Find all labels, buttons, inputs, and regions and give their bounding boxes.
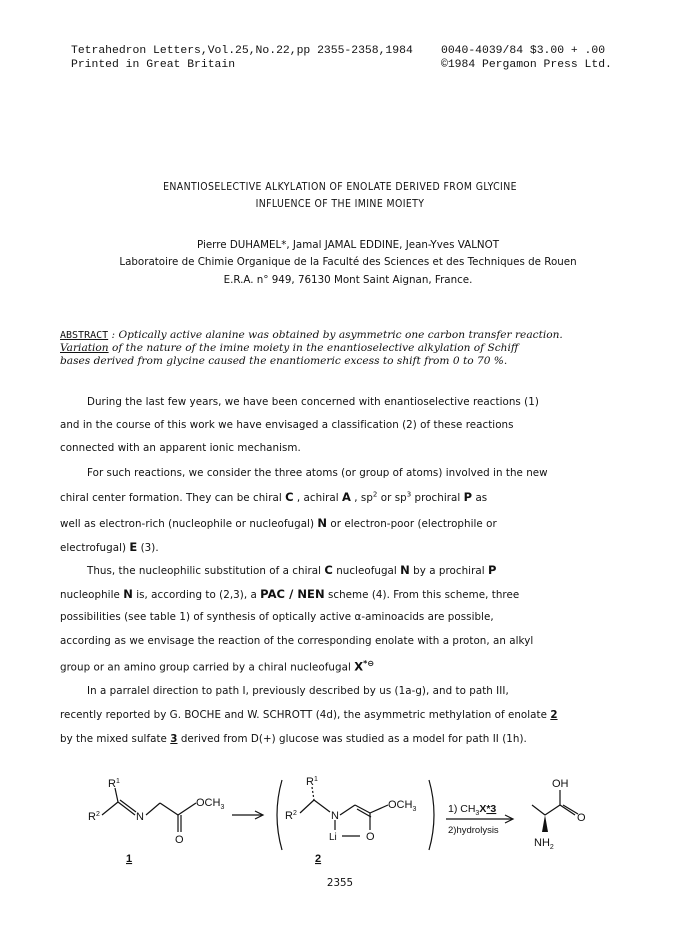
achiral-symbol: A <box>341 490 351 504</box>
page-number: 2355 <box>326 877 354 889</box>
abstract-line-2: Variation of the nature of the imine moiety in the enantioselective alkylation of Schiff <box>60 342 519 354</box>
body-line: During the last few years, we have been concerned with enantioselective reactions (1) <box>87 396 539 408</box>
journal-citation: Tetrahedron Letters,Vol.25,No.22,pp 2355-2358,1984 <box>71 45 413 57</box>
abstract <box>60 329 620 368</box>
body-line: possibilities (see table 1) of synthesis of optically active α-aminoacids are possible, <box>60 611 494 623</box>
nucleophile-symbol: N <box>317 516 328 530</box>
article-code: 0040-4039/84 $3.00 + .00 <box>441 45 606 57</box>
electrophile-symbol: E <box>129 540 138 554</box>
affiliation-line-1: Laboratoire de Chimie Organique de la Faculté des Sciences et des Techniques de Rouen <box>119 256 577 268</box>
scheme-r1: $R^1$ <box>108 778 120 790</box>
authors: Pierre DUHAMEL*, Jamal JAMAL EDDINE, Jean-Yves VALNOT <box>196 239 500 251</box>
reaction-scheme <box>0 760 680 870</box>
body-line: chiral center formation. They can be chiral C , achiral A , $sp^2$ or $sp^3$ prochiral P as <box>60 490 488 504</box>
abstract-line-1: ABSTRACT : Optically active alanine was obtained by asymmetric one carbon transfer reaction. <box>60 329 563 341</box>
scheme-r2: $R^2$ <box>285 810 297 822</box>
body-line: connected with an apparent ionic mechanism. <box>60 442 301 454</box>
body-line: recently reported by G. BOCHE and W. SCHROTT (4d), the asymmetric methylation of enolate 2 <box>60 709 558 721</box>
wedge-bond <box>542 815 548 832</box>
journal-header <box>71 44 413 72</box>
body-line: and in the course of this work we have envisaged a classification (2) of these reactions <box>60 419 514 431</box>
reagent-step-2: 2)hydrolysis <box>448 825 499 836</box>
scheme-o: O <box>366 831 375 843</box>
copyright: ©1984 Pergamon Press Ltd. <box>441 59 612 71</box>
body-line: well as electron-rich (nucleophile or nucleofugal) N or electron-poor (electrophile or <box>60 516 497 530</box>
body-line: nucleophile N is, according to (2,3), a PAC / NEN scheme (4). From this scheme, three <box>60 587 520 601</box>
scheme-n: N <box>136 811 144 823</box>
scheme-r1: $R^1$ <box>306 776 318 788</box>
abstract-line-3: bases derived from glycine caused the enantiomeric excess to shift from 0 to 70 %. <box>60 355 508 367</box>
scheme-nh2: $NH_2$ <box>534 837 554 851</box>
paper-title-line-2: INFLUENCE OF THE IMINE MOIETY <box>255 198 425 210</box>
paper-title-line-1: ENANTIOSELECTIVE ALKYLATION OF ENOLATE DERIVED FROM GLYCINE <box>163 181 517 193</box>
affiliation-line-2: E.R.A. n° 949, 76130 Mont Saint Aignan, France. <box>223 274 473 286</box>
body-line: electrofugal) E (3). <box>60 540 159 554</box>
body-line: according as we envisage the reaction of the corresponding enolate with a proton, an alkyl <box>60 635 534 647</box>
compound-label-1: 1 <box>126 853 133 865</box>
scheme-och3: $OCH_3$ <box>196 797 225 811</box>
body-line: group or an amino group carried by a chiral nucleofugal X*⊖ <box>60 659 375 674</box>
compound-label-2: 2 <box>315 853 322 865</box>
body-line: Thus, the nucleophilic substitution of a chiral C nucleofugal N by a prochiral P <box>87 563 497 577</box>
scheme-label: PAC / NEN <box>260 587 325 601</box>
scheme-o: O <box>577 812 586 824</box>
scheme-r2: $R^2$ <box>88 811 100 823</box>
abstract-label: ABSTRACT <box>60 330 109 341</box>
scheme-oh: OH <box>552 778 569 790</box>
scheme-n: N <box>331 810 339 822</box>
publisher-header <box>441 44 612 72</box>
reagent-step-1: 1) $CH_3X*3$ <box>448 803 497 817</box>
body-line: by the mixed sulfate 3 derived from D(+) glucose was studied as a model for path II (1h). <box>60 733 527 745</box>
compound-ref-3: 3 <box>170 733 178 745</box>
printed-in: Printed in Great Britain <box>71 59 236 71</box>
scheme-li: Li <box>329 832 337 843</box>
body-line: In a parralel direction to path I, previously described by us (1a-g), and to path III, <box>87 685 509 697</box>
scheme-och3: $OCH_3$ <box>388 799 417 813</box>
prochiral-symbol: P <box>463 490 473 504</box>
body-line: For such reactions, we consider the three atoms (or group of atoms) involved in the new <box>87 467 548 479</box>
compound-ref-2: 2 <box>550 709 558 721</box>
chiral-symbol: C <box>285 490 294 504</box>
scheme-o: O <box>175 834 184 846</box>
